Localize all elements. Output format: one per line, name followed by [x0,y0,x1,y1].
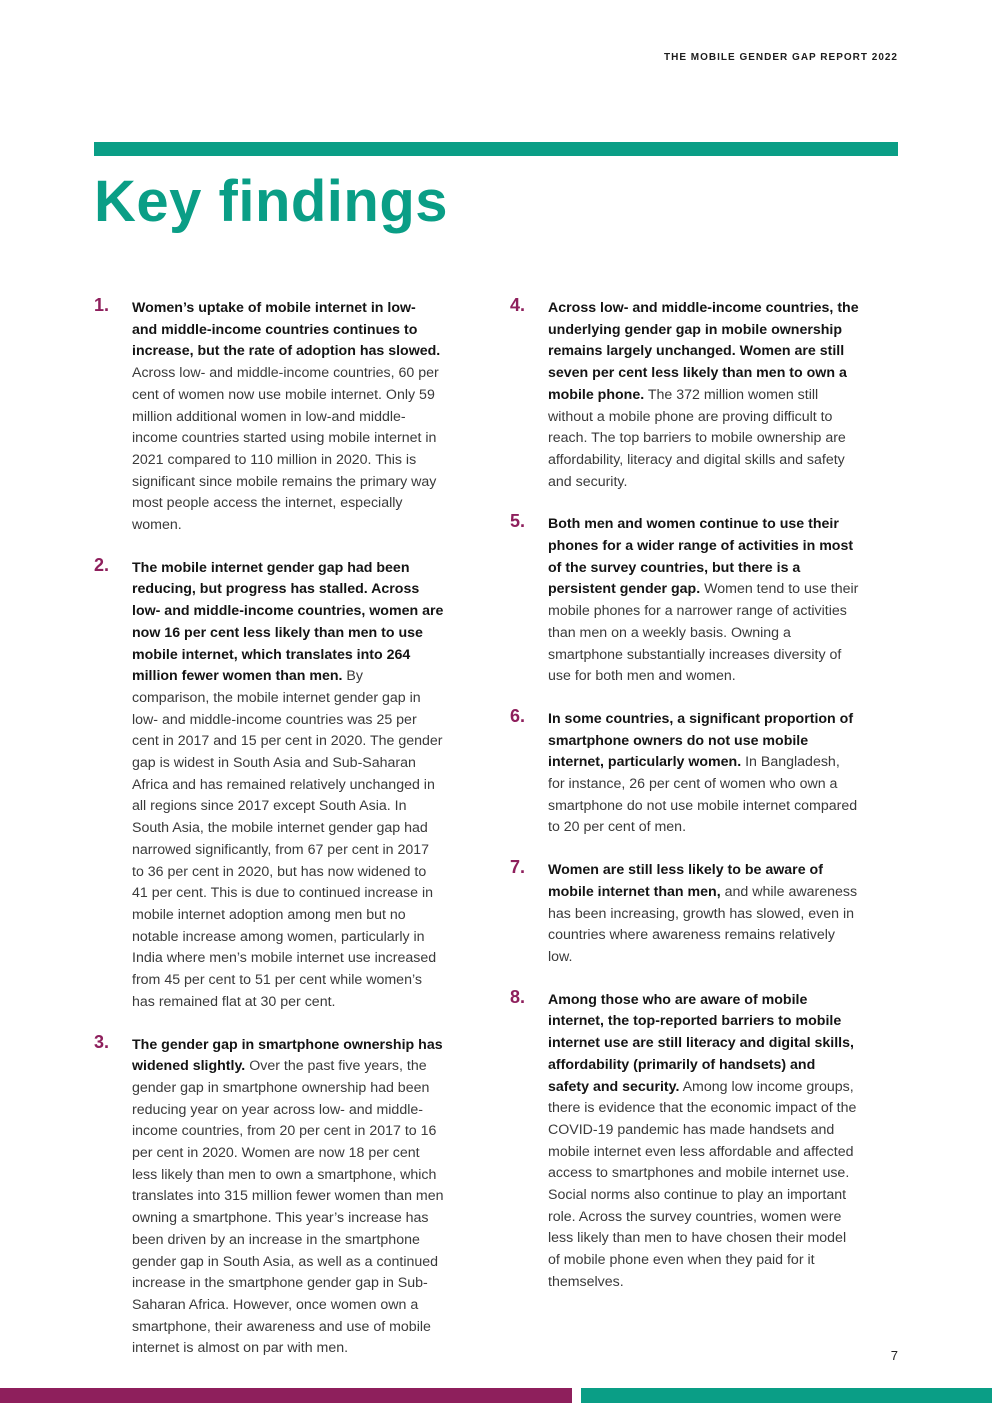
finding-detail: By comparison, the mobile internet gender gap in low- and middle-income countries was 25 per cent in 2017 and 15 per cent in 2020. The gender gap is widest in South Asia and Sub-Saharan Africa and has remained relatively unchanged in all regions since 2017 except South Asia. In South Asia, the mobile internet gender gap had narrowed significantly, from 67 per cent in 2017 to 36 per cent in 2020, but has now widened to 41 per cent. This is due to continued increase in mobile internet adoption among men but no notable increase among women, particularly in India where men’s mobile internet use increased from 45 per cent to 51 per cent while women’s has remained flat at 30 per cent. [132,668,443,1010]
finding-summary: Across low- and middle-income countries, the underlying gender gap in mobile ownership remains largely unchanged. Women are still seven per cent less likely than men to own a mobile phone. [548,300,859,403]
finding-text [132,298,444,537]
finding-summary: The mobile internet gender gap had been reducing, but progress has stalled. Across low- and middle-income countries, women are now 16 per cent less likely than men to use mobile internet, which translates into 264 million fewer women than men. [132,559,444,685]
findings-column-right [510,295,860,1315]
finding-number: 2. [94,554,110,575]
finding-8 [510,986,860,1294]
finding-summary: Both men and women continue to use their phones for a wider range of activities in most of the survey countries, but there is a persistent gender gap. [548,516,854,598]
finding-detail: Women tend to use their mobile phones for a narrower range of activities than men on a weekly basis. Owning a smartphone substantially increases diversity of use for both men and women. [548,581,859,685]
finding-detail: In Bangladesh, for instance, 26 per cent of women who own a smartphone do not use mobile internet compared to 20 per cent of men. [548,754,858,836]
bottom-bar-magenta [0,1388,572,1403]
finding-1 [94,295,444,537]
finding-number: 6. [510,705,526,726]
finding-5 [510,511,860,688]
finding-text [548,990,860,1294]
finding-text [548,860,860,969]
finding-text [132,1035,444,1361]
finding-number: 4. [510,295,526,315]
page-title: Key findings [94,169,449,234]
finding-number: 8. [510,986,526,1007]
finding-summary: Women’s uptake of mobile internet in low- and middle-income countries continues to increase, but the rate of adoption has slowed. [132,300,441,360]
finding-3 [94,1031,444,1361]
finding-number: 7. [510,857,526,878]
finding-4 [510,295,860,493]
top-accent-bar [94,142,898,156]
finding-number: 3. [94,1031,110,1052]
finding-summary: In some countries, a significant proportion of smartphone owners do not use mobile internet, particularly women. [548,710,854,771]
finding-text [548,514,860,688]
finding-text [132,558,444,1014]
finding-detail: The 372 million women still without a mobile phone are proving difficult to reach. The top barriers to mobile ownership are affordability, literacy and digital skills and safety and security. [548,386,846,490]
finding-detail: Among low income groups, there is evidence that the economic impact of the COVID-19 pandemic has made handsets and mobile internet even less affordable and affected access to smartphones and mobile internet use. Social norms also continue to play an important role. Across the survey countries, women were less likely than men to have chosen their model of mobile phone even when they paid for it themselves. [548,1078,857,1290]
findings-column-left [94,295,444,1381]
finding-detail: and while awareness has been increasing, growth has slowed, even in countries where awareness remains relatively low. [548,883,858,965]
bottom-bar-teal [581,1388,992,1403]
finding-number: 5. [510,511,526,532]
finding-text [548,298,860,493]
finding-6 [510,705,860,839]
finding-number: 1. [94,295,110,315]
finding-text [548,709,860,839]
finding-2 [94,554,444,1014]
finding-summary: The gender gap in smartphone ownership has widened slightly. [132,1036,443,1075]
page-number: 7 [890,1348,898,1363]
finding-detail: Over the past five years, the gender gap in smartphone ownership had been reducing year on year across low- and middle-income countries, from 20 per cent in 2017 to 16 per cent in 2020. Women are now 18 per cent less likely than men to own a smartphone, which translates into 315 million fewer women than men owning a smartphone. This year’s increase has been driven by an increase in the smartphone gender gap in South Asia, as well as a continued increase in the smartphone gender gap in Sub-Saharan Africa. However, once women own a smartphone, their awareness and use of mobile internet is almost on par with men. [132,1058,444,1357]
finding-summary: Among those who are aware of mobile internet, the top-reported barriers to mobile internet use are still literacy and digital skills, affordability (primarily of handsets) and safety and security. [548,991,854,1095]
finding-summary: Women are still less likely to be aware of mobile internet than men, [548,862,823,900]
finding-7 [510,857,860,969]
finding-detail: Across low- and middle-income countries, 60 per cent of women now use mobile internet. Only 59 million additional women in low-and middle-income countries started using mobile internet in 2021 compared to 110 million in 2020. This is significant since mobile remains the primary way most people access the internet, especially women. [132,365,439,534]
running-header: THE MOBILE GENDER GAP REPORT 2022 [664,52,898,63]
